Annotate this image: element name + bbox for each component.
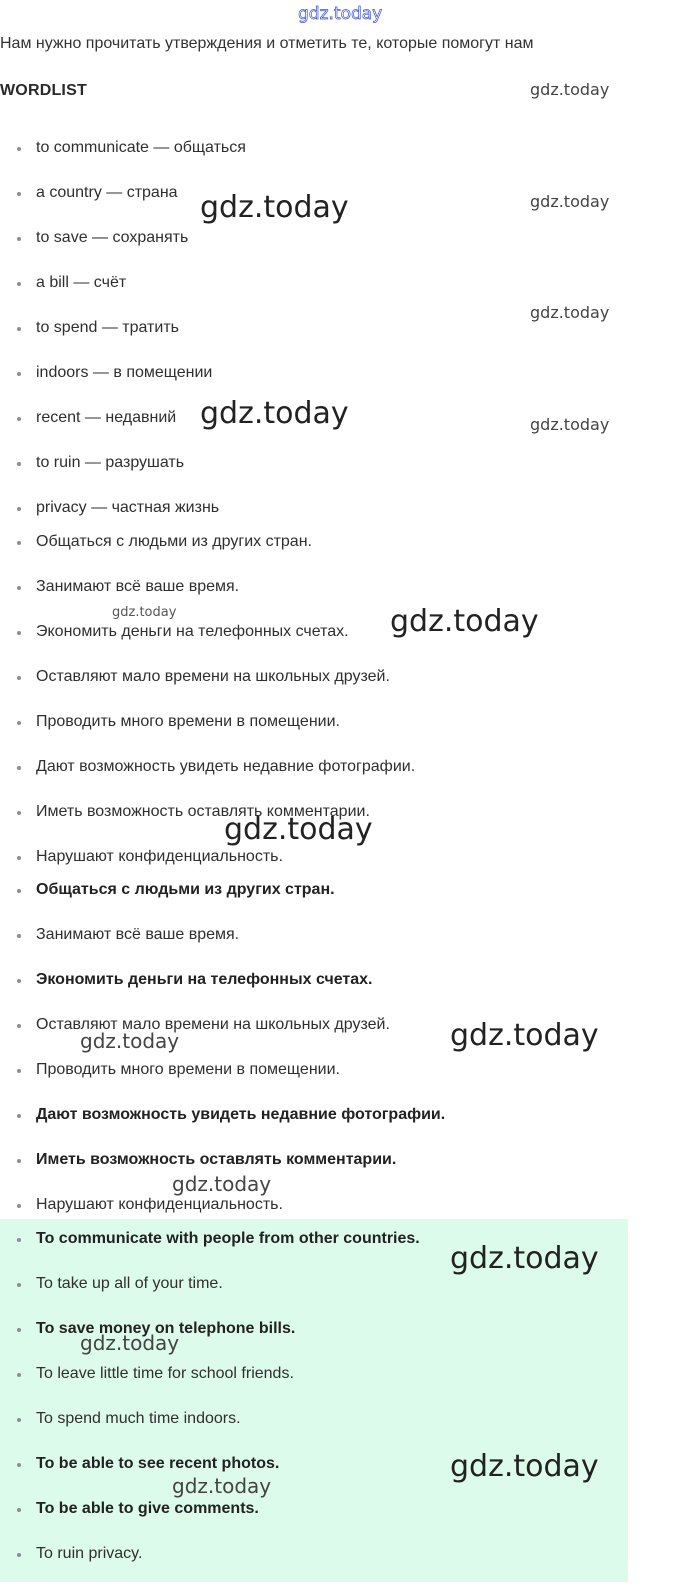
watermark: gdz.today bbox=[530, 80, 610, 99]
list-item: Дают возможность увидеть недавние фотографии. bbox=[0, 755, 628, 800]
site-logo[interactable] bbox=[298, 2, 384, 24]
list-item-marked: Дают возможность увидеть недавние фотографии. bbox=[0, 1103, 628, 1148]
watermark: gdz.today bbox=[200, 396, 349, 431]
watermark: gdz.today bbox=[80, 1029, 180, 1053]
list-item-marked: To be able to see recent photos. bbox=[0, 1452, 628, 1497]
list-item: recent — недавний bbox=[0, 406, 628, 451]
answers-ru-list bbox=[0, 878, 628, 1238]
site-logo-text: gdz.today bbox=[298, 4, 383, 24]
list-item: Иметь возможность оставлять комментарии. bbox=[0, 800, 628, 845]
list-item: Экономить деньги на телефонных счетах. bbox=[0, 620, 628, 665]
list-item: a bill — счёт bbox=[0, 271, 628, 316]
list-item: Нарушают конфиденциальность. bbox=[0, 1193, 628, 1238]
list-item-marked: To save money on telephone bills. bbox=[0, 1317, 628, 1362]
watermark: gdz.today bbox=[530, 192, 610, 211]
list-item: To spend much time indoors. bbox=[0, 1407, 628, 1452]
list-item: a country — страна bbox=[0, 181, 628, 226]
list-item-marked: Экономить деньги на телефонных счетах. bbox=[0, 968, 628, 1013]
watermark: gdz.today bbox=[530, 303, 610, 322]
list-item: to ruin — разрушать bbox=[0, 451, 628, 496]
list-item: Оставляют мало времени на школьных друзей. bbox=[0, 1013, 628, 1058]
list-item: To take up all of your time. bbox=[0, 1272, 628, 1317]
list-item: Занимают всё ваше время. bbox=[0, 923, 628, 968]
watermark: gdz.today bbox=[172, 1172, 272, 1196]
watermark: gdz.today bbox=[450, 1449, 599, 1484]
watermark: gdz.today bbox=[224, 812, 373, 847]
watermark: gdz.today bbox=[450, 1018, 599, 1053]
list-item: To ruin privacy. bbox=[0, 1542, 628, 1587]
list-item: to save — сохранять bbox=[0, 226, 628, 271]
list-item: Оставляют мало времени на школьных друзей. bbox=[0, 665, 628, 710]
list-item-marked: Иметь возможность оставлять комментарии. bbox=[0, 1148, 628, 1193]
watermark: gdz.today bbox=[530, 415, 610, 434]
list-item: Проводить много времени в помещении. bbox=[0, 710, 628, 755]
list-item-marked: To be able to give comments. bbox=[0, 1497, 628, 1542]
intro-text: Нам нужно прочитать утверждения и отметить те, которые помогут нам bbox=[0, 35, 534, 52]
watermark: gdz.today bbox=[450, 1241, 599, 1276]
list-item: Нарушают конфиденциальность. bbox=[0, 845, 628, 890]
list-item-marked: To communicate with people from other countries. bbox=[0, 1227, 628, 1272]
list-item: To leave little time for school friends. bbox=[0, 1362, 628, 1407]
watermark: gdz.today bbox=[112, 605, 177, 620]
list-item-marked: Общаться с людьми из других стран. bbox=[0, 878, 628, 923]
list-item: Занимают всё ваше время. bbox=[0, 575, 628, 620]
list-item: privacy — частная жизнь bbox=[0, 496, 628, 531]
list-item: to communicate — общаться bbox=[0, 136, 628, 181]
list-item: Общаться с людьми из других стран. bbox=[0, 530, 628, 575]
watermark: gdz.today bbox=[200, 190, 349, 225]
list-item: indoors — в помещении bbox=[0, 361, 628, 406]
wordlist-title: WORDLIST bbox=[0, 82, 87, 99]
watermark: gdz.today bbox=[80, 1331, 180, 1355]
watermark: gdz.today bbox=[390, 604, 539, 639]
list-item: to spend — тратить bbox=[0, 316, 628, 361]
watermark: gdz.today bbox=[172, 1474, 272, 1498]
list-item: Проводить много времени в помещении. bbox=[0, 1058, 628, 1103]
